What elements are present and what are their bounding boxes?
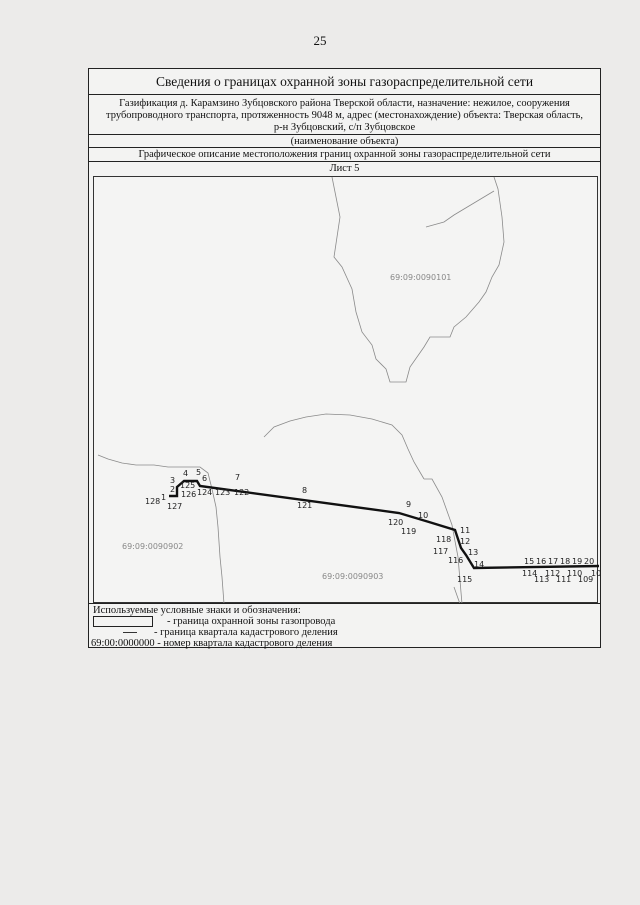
point-label: 125: [180, 481, 196, 490]
point-label: 126: [181, 490, 197, 499]
point-label: 15: [524, 557, 535, 566]
point-label: 128: [145, 497, 161, 506]
point-label: 111: [556, 575, 572, 584]
point-label: 127: [167, 502, 183, 511]
document-frame: [88, 68, 601, 648]
quarter-label: 69:09:0090903: [322, 572, 384, 581]
legend-zone-text: - граница охранной зоны газопровода: [167, 616, 336, 627]
point-label: 19: [572, 557, 583, 566]
point-label: 7: [235, 473, 241, 482]
legend-quarter-text: - граница квартала кадастрового деления: [154, 627, 338, 638]
point-label: 114: [522, 569, 538, 578]
point-label: 6: [202, 474, 208, 483]
point-label: 18: [560, 557, 571, 566]
point-label: 117: [433, 547, 449, 556]
document-title: Сведения о границах охранной зоны газораспределительной сети: [89, 69, 600, 95]
point-label: 118: [436, 535, 452, 544]
point-label: 110: [567, 569, 583, 578]
point-label: 9: [406, 500, 412, 509]
point-label: 113: [534, 575, 550, 584]
map-drawing: [94, 177, 602, 604]
point-label: 120: [388, 518, 404, 527]
point-label: 14: [474, 560, 485, 569]
point-label: 122: [234, 488, 250, 497]
point-label: 11: [460, 526, 471, 535]
quarter-label: 69:09:0090101: [390, 273, 452, 282]
object-description: [89, 95, 600, 135]
quarter-boundary-mid: [264, 414, 424, 479]
graphic-title: Графическое описание местоположения границ охранной зоны газораспределительной сети: [89, 148, 600, 162]
point-label: 121: [297, 501, 313, 510]
quarter-boundary-south-2: [454, 587, 460, 604]
legend: [89, 603, 600, 650]
point-label: 8: [302, 486, 308, 495]
point-label: 3: [170, 476, 176, 485]
zone-boundary-swatch: [93, 616, 153, 627]
page-number: 25: [313, 33, 327, 48]
point-label: 119: [401, 527, 417, 536]
point-label: 123: [215, 488, 231, 497]
point-label: 112: [545, 569, 561, 578]
point-label: 115: [457, 575, 473, 584]
legend-number-text: - номер квартала кадастрового деления: [157, 638, 333, 649]
object-line-3: р-н Зубцовский, с/п Зубцовское: [273, 122, 416, 133]
point-label: 12: [460, 537, 471, 546]
legend-heading: Используемые условные знаки и обозначения:: [93, 605, 301, 616]
quarter-boundary-ne: [426, 191, 494, 227]
sheet-label: Лист 5: [329, 163, 360, 174]
point-label: 5: [196, 468, 202, 477]
object-line-1: Газификация д. Карамзино Зубцовского района Тверской области, назначение: нежилое, сооружения: [119, 98, 570, 109]
object-line-2: трубопроводного транспорта, протяженность 9048 м, адрес (местонахождение) объекта: Тверская область,: [106, 110, 583, 121]
quarter-label: 69:09:0090902: [122, 542, 184, 551]
point-label: 4: [183, 469, 189, 478]
boundary-map: [93, 176, 602, 603]
point-label: 20: [584, 557, 595, 566]
point-label: 109: [578, 575, 594, 584]
object-caption: (наименование объекта): [89, 135, 600, 148]
point-label: 17: [548, 557, 559, 566]
point-label: 116: [448, 556, 464, 565]
point-label: 1: [161, 493, 167, 502]
point-label: 16: [536, 557, 547, 566]
point-label: 10: [418, 511, 429, 520]
point-label: 10: [591, 569, 602, 578]
point-label: 13: [468, 548, 479, 557]
legend-number-sample: 69:00:0000000: [91, 638, 155, 649]
point-label: 2: [170, 485, 176, 494]
point-label: 124: [197, 488, 213, 497]
quarter-boundary-swatch: [123, 632, 137, 633]
legend-number-row: [91, 638, 332, 650]
